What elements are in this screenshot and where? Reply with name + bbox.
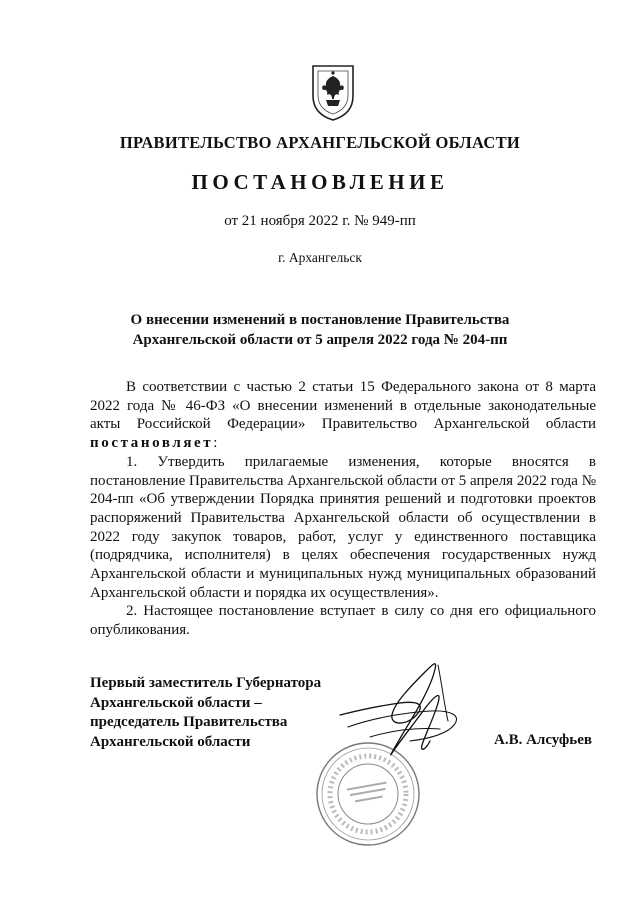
preamble-text: В соответствии с частью 2 статьи 15 Федерального закона от 8 марта 2022 года № 46-ФЗ «О внесении изменений в отдельные законодательные акты Российской Федерации» Правительство Архангельской области <box>90 379 596 433</box>
signer-position <box>90 674 321 752</box>
signer-position-line-2: Архангельской области – <box>90 694 262 711</box>
document-date-number: от 21 ноября 2022 г. № 949-пп <box>224 213 416 229</box>
document-subject <box>0 310 640 350</box>
signer-position-line-4: Архангельской области <box>90 733 251 750</box>
resolves-word: постановляет <box>90 435 214 452</box>
item-1-paragraph: 1. Утвердить прилагаемые изменения, которые вносятся в постановление Правительства Архангельской области от 5 апреля 2022 года № 204-пп «Об утверждении Порядка принятия решений и подготовки проектов распоряжений Правительства Архангельской области об осуществлении в 2022 году закупок товаров, работ, услуг у единственного поставщика (подрядчика, исполнителя) в целях обеспечения государственных нужд Архангельской области и муниципальных нужд муниципальных образований Архангельской области и порядка их осуществления». <box>90 453 596 601</box>
item-2-paragraph: 2. Настоящее постановление вступает в силу со дня его официального опубликования. <box>90 603 596 639</box>
signer-position-line-1: Первый заместитель Губернатора <box>90 675 322 691</box>
preamble-paragraph <box>90 378 596 453</box>
handwritten-signature <box>330 655 480 775</box>
document-city: г. Архангельск <box>278 250 362 265</box>
document-body <box>90 378 596 640</box>
signer-position-line-3: председатель Правительства <box>90 714 288 730</box>
resolves-colon: : <box>213 435 218 452</box>
coat-of-arms-icon <box>310 62 356 122</box>
subject-line-1: О внесении изменений в постановление Правительства <box>130 312 510 328</box>
subject-line-2: Архангельской области от 5 апреля 2022 года № 204-пп <box>132 332 508 348</box>
government-name: ПРАВИТЕЛЬСТВО АРХАНГЕЛЬСКОЙ ОБЛАСТИ <box>119 133 521 152</box>
signer-name: А.В. Алсуфьев <box>494 732 592 748</box>
document-type-title: ПОСТАНОВЛЕНИЕ <box>191 170 449 194</box>
